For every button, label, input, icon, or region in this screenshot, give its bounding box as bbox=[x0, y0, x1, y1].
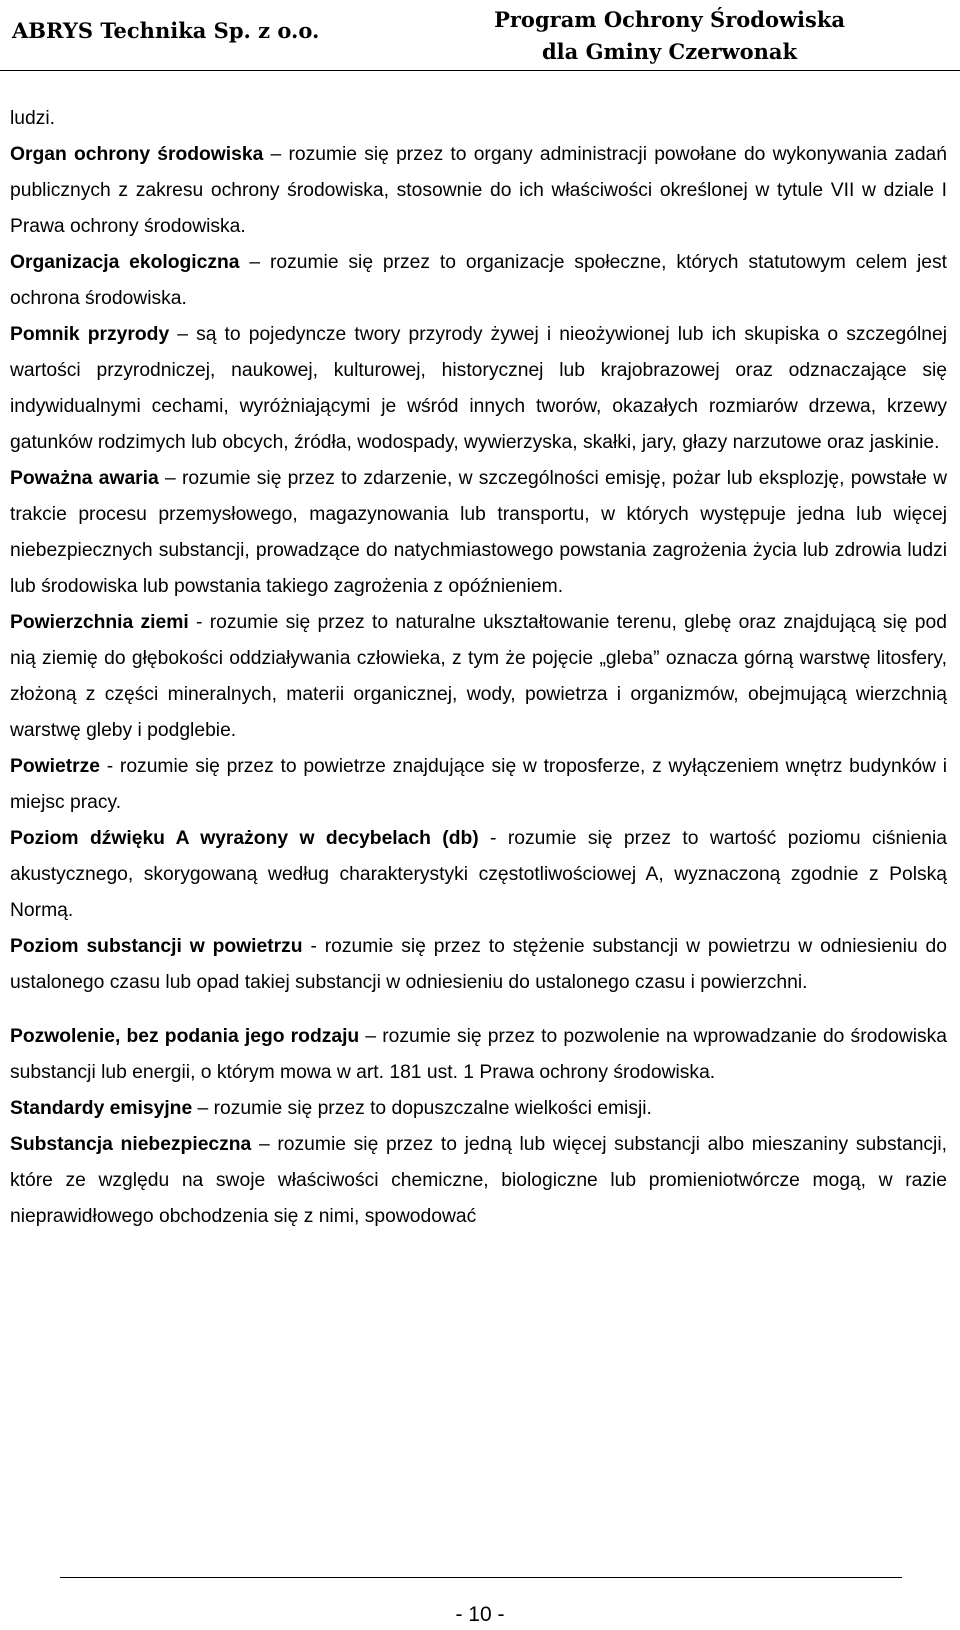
footer-divider bbox=[60, 1577, 902, 1578]
intro-fragment: ludzi. bbox=[10, 108, 56, 129]
definition-text: - rozumie się przez to powietrze znajdujące się w troposferze, z wyłączeniem wnętrz budynków i miejsc pracy. bbox=[10, 756, 947, 813]
definition-standardy-emisyjne bbox=[10, 1091, 947, 1127]
definition-term: Poziom substancji w powietrzu bbox=[10, 936, 303, 957]
definition-pomnik-przyrody bbox=[10, 317, 947, 461]
definition-powierzchnia-ziemi bbox=[10, 605, 947, 749]
definition-text: - rozumie się przez to stężenie substancji w powietrzu w odniesieniu do ustalonego czasu lub opad takiej substancji w odniesieniu do ustalonego czasu i powierzchni. bbox=[10, 936, 947, 993]
definition-organ-ochrony bbox=[10, 137, 947, 245]
definition-text: – rozumie się przez to organy administracji powołane do wykonywania zadań publicznych z zakresu ochrony środowiska, stosownie do ich właściwości określonej w tytule VII w dziale I Prawa ochrony środowiska. bbox=[10, 144, 948, 237]
definition-term: Poziom dźwięku A wyrażony w decybelach (db) bbox=[10, 828, 479, 849]
definition-poziom-dzwieku bbox=[10, 821, 947, 929]
definition-powietrze bbox=[10, 749, 947, 821]
definition-term: Pozwolenie, bez podania jego rodzaju bbox=[10, 1026, 360, 1047]
program-title-line-1: Program Ochrony Środowiska bbox=[494, 7, 845, 32]
definition-organizacja-ekologiczna bbox=[10, 245, 947, 317]
definition-text: – rozumie się przez to organizacje społeczne, których statutowym celem jest ochrona środowiska. bbox=[10, 252, 947, 309]
definition-text: - rozumie się przez to wartość poziomu ciśnienia akustycznego, skorygowaną według charakterystyki częstotliwościowej A, wyznaczoną zgodnie z Polską Normą. bbox=[10, 828, 947, 921]
definition-text: – rozumie się przez to jedną lub więcej substancji albo mieszaniny substancji, które ze względu na swoje właściwości chemiczne, biologiczne lub promieniotwórcze mogą, w razie nieprawidłowego obchodzenia się z nimi, spowodować bbox=[10, 1134, 947, 1227]
page-number: - 10 - bbox=[455, 1603, 505, 1626]
definition-term: Poważna awaria bbox=[10, 468, 159, 489]
definition-text: – rozumie się przez to zdarzenie, w szczególności emisję, pożar lub eksplozję, powstałe w trakcie procesu przemysłowego, magazynowania lub transportu, w których występuje jedna lub więcej niebezpiecznych substancji, prowadzące do natychmiastowego powstania zagrożenia życia lub zdrowia ludzi lub środowiska lub powstania takiego zagrożenia z opóźnieniem. bbox=[10, 468, 948, 597]
definition-substancja-niebezpieczna bbox=[10, 1127, 947, 1235]
page-header bbox=[0, 0, 960, 80]
definition-text: – są to pojedyncze twory przyrody żywej i nieożywionej lub ich skupiska o szczególnej wartości przyrodniczej, naukowej, kulturowej, historycznej lub krajobrazowej oraz odznaczające się indywidualnymi cechami, wyróżniającymi je wśród innych tworów, okazałych rozmiarów drzewa, krzewy gatunków rodzimych lub obcych, źródła, wodospady, wywierzyska, skałki, jary, głazy narzutowe oraz jaskinie. bbox=[10, 324, 947, 453]
definition-term: Organizacja ekologiczna bbox=[10, 252, 240, 273]
definition-term: Substancja niebezpieczna bbox=[10, 1134, 252, 1155]
definition-term: Powierzchnia ziemi bbox=[10, 612, 189, 633]
header-divider bbox=[0, 70, 960, 71]
definition-text: - rozumie się przez to naturalne ukształtowanie terenu, glebę oraz znajdującą się pod nią ziemię do głębokości oddziaływania człowieka, z tym że pojęcie „gleba” oznacza górną warstwę litosfery, złożoną z części mineralnych, materii organicznej, wody, powietrza i organizmów, obejmującą wierzchnią warstwę gleby i podglebie. bbox=[10, 612, 947, 741]
definition-term: Powietrze bbox=[10, 756, 101, 777]
definition-text: – rozumie się przez to pozwolenie na wprowadzanie do środowiska substancji lub energii, o którym mowa w art. 181 ust. 1 Prawa ochrony środowiska. bbox=[10, 1026, 947, 1083]
definition-term: Pomnik przyrody bbox=[10, 324, 170, 345]
definition-poziom-substancji bbox=[10, 929, 947, 1001]
company-name: ABRYS Technika Sp. z o.o. bbox=[12, 18, 320, 43]
program-title bbox=[494, 4, 845, 68]
program-title-line-2: dla Gminy Czerwonak bbox=[542, 39, 798, 64]
document-body bbox=[10, 101, 947, 1235]
definition-powazna-awaria bbox=[10, 461, 947, 605]
definition-term: Organ ochrony środowiska bbox=[10, 144, 264, 165]
definition-term: Standardy emisyjne bbox=[10, 1098, 193, 1119]
paragraph-gap bbox=[10, 1001, 947, 1019]
definition-text: – rozumie się przez to dopuszczalne wielkości emisji. bbox=[192, 1098, 652, 1119]
definition-pozwolenie bbox=[10, 1019, 947, 1091]
